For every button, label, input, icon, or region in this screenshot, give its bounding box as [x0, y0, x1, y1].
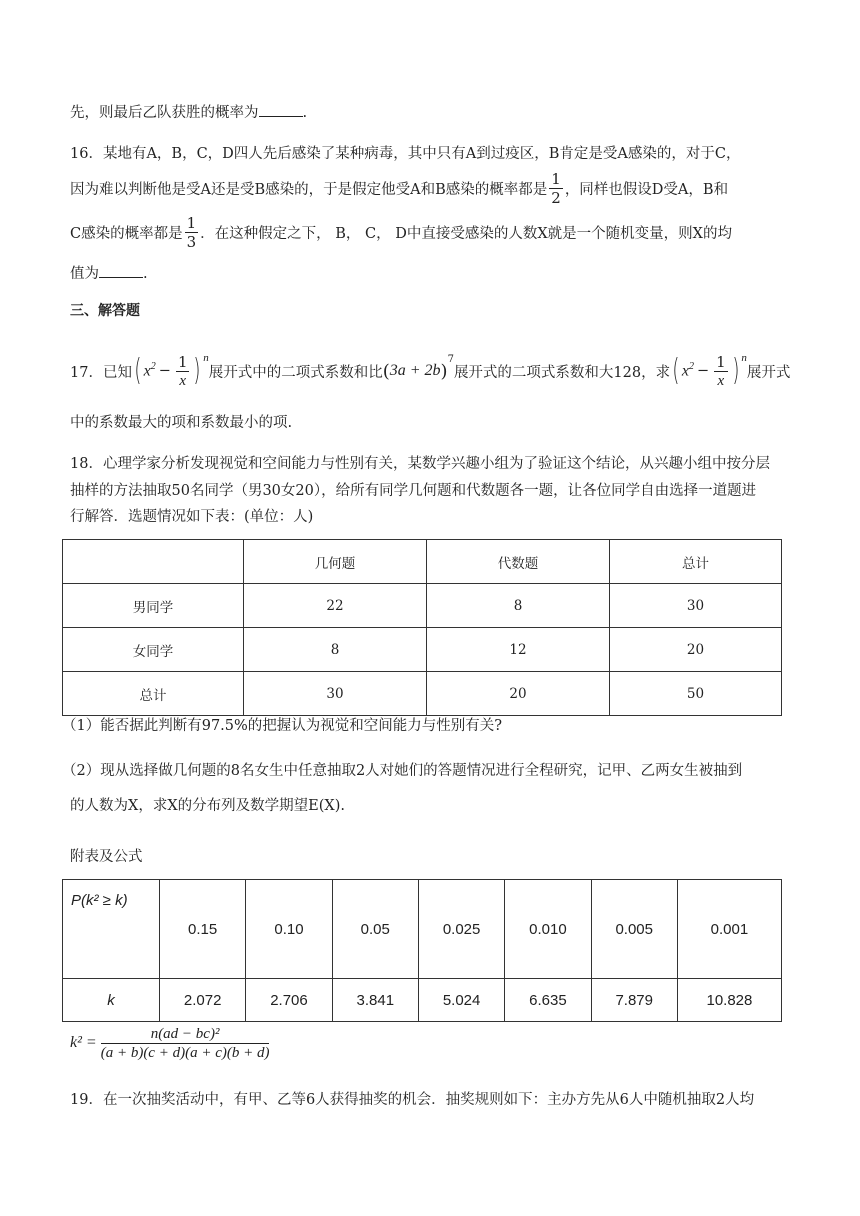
table-row: 女同学 8 12 20 [63, 628, 782, 672]
critical-value-table [62, 879, 782, 1022]
k-row: k 2.072 2.706 3.841 5.024 6.635 7.879 10.828 [63, 979, 782, 1022]
answer-blank [259, 102, 303, 117]
x-squared: $x^2$ [143, 361, 156, 380]
problem-16-line-3: C感染的概率都是 $\frac{1}{3}$ ．在这种假定之下， B， C， D中直接受感染的人数X就是一个随机变量，则X的均 [70, 213, 733, 251]
left-paren: ( [134, 353, 142, 388]
appendix-title: 附表及公式 [70, 849, 143, 865]
problem-15-tail: 先，则最后乙队获胜的概率为 . [70, 101, 307, 122]
question-2-line-1: （2）现从选择做几何题的8名女生中任意抽取2人对她们的答题情况进行全程研究，记甲、乙两女生被抽到 [62, 763, 743, 779]
formula-fraction: $\frac{\text{n(ad − bc)²}}{(a + b)(c + d)(a + c)(b + d)}$ [100, 1025, 270, 1061]
fraction-one-over-x: $\frac{1}{x}$ [177, 352, 188, 389]
question-2-line-2: 的人数为X，求X的分布列及数学期望E(X). [70, 798, 345, 814]
fraction-one-third: $\frac{1}{3}$ [186, 213, 197, 251]
problem-17-line-2: 中的系数最大的项和系数最小的项. [70, 415, 293, 431]
table-header-row: 几何题 代数题 总计 [63, 540, 782, 584]
problem-18-line-3: 行解答．选题情况如下表：(单位：人) [70, 509, 314, 525]
selection-table [62, 539, 782, 716]
problem-16-line-2: 因为难以判断他是受A还是受B感染的，于是假定他受A和B感染的概率都是 $\frac{1}{2}$ ，同样也假设D受A，B和 [70, 169, 729, 207]
expression-3a-2b: 3a + 2b [389, 362, 441, 379]
problem-18-line-1: 18．心理学家分析发现视觉和空间能力与性别有关，某数学兴趣小组为了验证这个结论，从兴趣小组中按分层 [70, 456, 770, 472]
answer-blank [99, 263, 143, 278]
probability-row: P(k² ≥ k) 0.15 0.10 0.05 0.025 0.010 0.005 0.001 [63, 880, 782, 979]
table-row: 男同学 22 8 30 [63, 584, 782, 628]
right-paren: ) [193, 353, 201, 388]
chi-square-formula: k² = $\frac{\text{n(ad − bc)²}}{(a + b)(c + d)(a + c)(b + d)}$ [70, 1025, 270, 1061]
table-row: 总计 30 20 50 [63, 672, 782, 716]
problem-17-line-1: 17．已知 ( $x^2$ − $\frac{1}{x}$ ) $^n$ 展开式中的二项式系数和比 ( 3a + 2b ) $^7$ 展开式的二项式系数和大128，求 ( $x^2$ − $\frac{1}{x}$ ) $^n$ 展开式 [70, 352, 791, 389]
section-heading: 三、解答题 [70, 303, 140, 319]
problem-19-line-1: 19．在一次抽奖活动中，有甲、乙等6人获得抽奖的机会．抽奖规则如下：主办方先从6人中随机抽取2人均 [70, 1092, 755, 1108]
problem-16-line-1: 16．某地有A，B，C，D四人先后感染了某种病毒，其中只有A到过疫区，B肯定是受A感染的，对于C， [70, 146, 741, 162]
problem-16-line-4: 值为 . [70, 262, 148, 283]
problem-18-line-2: 抽样的方法抽取50名同学（男30女20），给所有同学几何题和代数题各一题，让各位同学自由选择一道题进 [70, 483, 757, 499]
question-1: （1）能否据此判断有97.5%的把握认为视觉和空间能力与性别有关? [62, 718, 503, 734]
fraction-one-half: $\frac{1}{2}$ [551, 169, 561, 207]
